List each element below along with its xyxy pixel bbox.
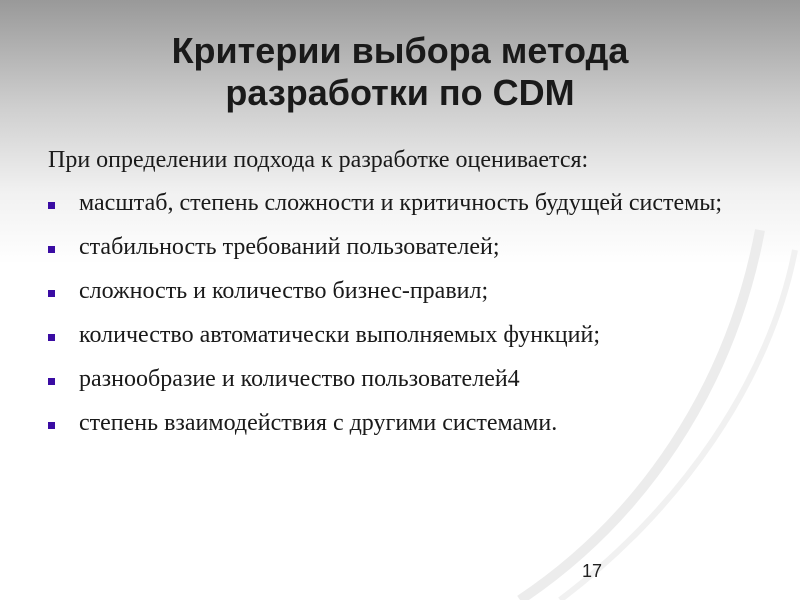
list-item-text: масштаб, степень сложности и критичность будущей системы;	[79, 190, 723, 216]
title-line-2: разработки по CDM	[225, 72, 575, 113]
list-item	[48, 277, 768, 306]
list-item	[48, 189, 768, 218]
slide-number: 17	[581, 561, 602, 581]
bullet-icon	[48, 334, 55, 341]
bullet-icon	[48, 290, 55, 297]
list-item-text: разнообразие и количество пользователей4	[79, 366, 520, 392]
title-line-1: Критерии выбора метода	[171, 30, 629, 71]
list-item-text: степень взаимодействия с другими системами.	[79, 410, 558, 436]
list-item-text: сложность и количество бизнес-правил;	[79, 278, 489, 304]
list-item-text: количество автоматически выполняемых функций;	[79, 322, 601, 348]
criteria-list	[48, 189, 768, 438]
list-item-text: стабильность требований пользователей;	[79, 234, 500, 260]
slide-body	[48, 146, 768, 453]
bullet-icon	[48, 378, 55, 385]
list-item	[48, 321, 768, 350]
list-item	[48, 409, 768, 438]
bullet-icon	[48, 422, 55, 429]
list-item	[48, 233, 768, 262]
bullet-icon	[48, 246, 55, 253]
intro-text: При определении подхода к разработке оценивается:	[48, 147, 589, 173]
list-item	[48, 365, 768, 394]
slide-title	[0, 30, 800, 114]
bullet-icon	[48, 202, 55, 209]
